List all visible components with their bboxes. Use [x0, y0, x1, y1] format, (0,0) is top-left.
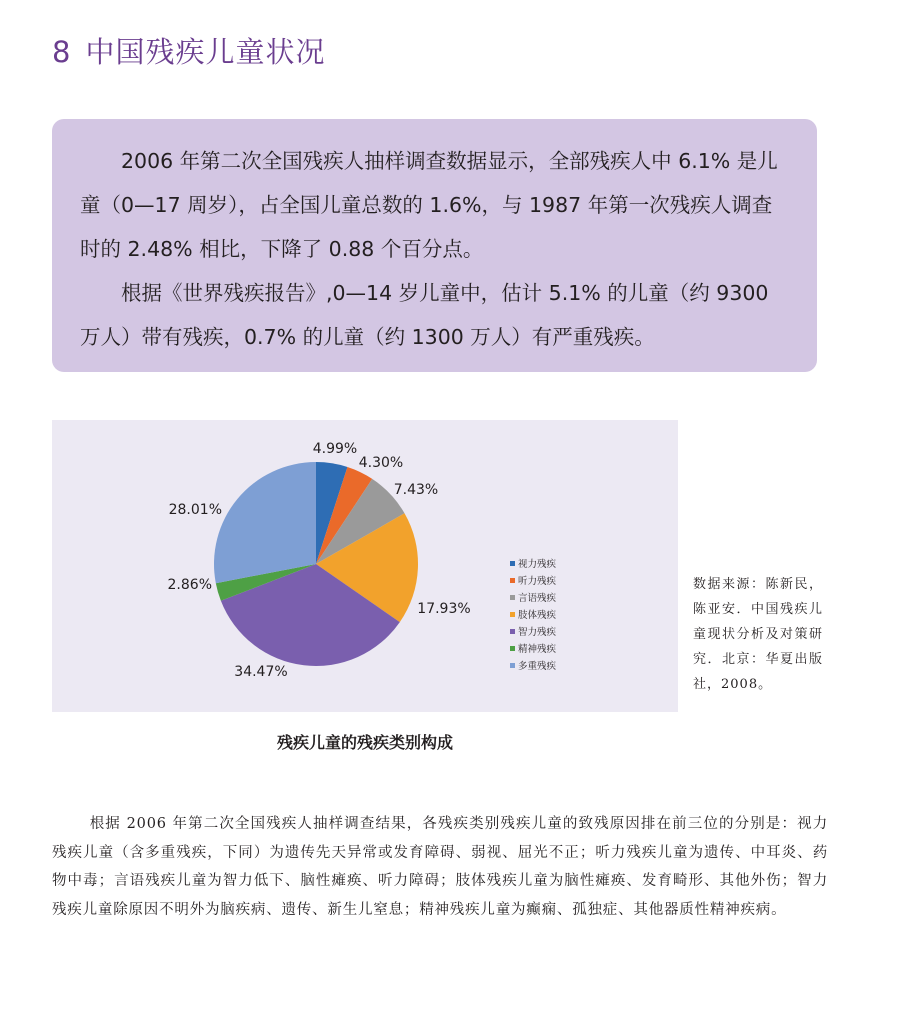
summary-paragraph-2: 根据《世界残疾报告》,0—14 岁儿童中，估计 5.1% 的儿童（约 9300 万人）带有残疾，0.7% 的儿童（约 1300 万人）有严重残疾。	[80, 281, 769, 349]
data-label-视力残疾: 4.99%	[312, 441, 358, 457]
source-note: 数据来源：陈新民，陈亚安．中国残疾儿童现状分析及对策研究．北京：华夏出版社，2008。	[693, 577, 823, 692]
legend-swatch-多重残疾	[510, 663, 515, 668]
pie-slice-多重残疾	[214, 462, 316, 583]
legend-label-肢体残疾: 肢体残疾	[518, 610, 557, 621]
legend-swatch-精神残疾	[510, 646, 515, 651]
data-label-智力残疾: 34.47%	[234, 664, 288, 680]
legend-swatch-视力残疾	[510, 561, 515, 566]
legend-label-听力残疾: 听力残疾	[518, 576, 557, 587]
data-label-肢体残疾: 17.93%	[417, 601, 471, 617]
data-label-精神残疾: 2.86%	[167, 577, 212, 593]
pie-chart-panel	[52, 420, 678, 712]
legend-label-精神残疾: 精神残疾	[518, 644, 557, 655]
page-title	[52, 30, 325, 71]
legend-swatch-言语残疾	[510, 595, 515, 600]
summary-box	[52, 119, 817, 372]
data-label-多重残疾: 28.01%	[168, 502, 222, 518]
body-paragraph: 根据 2006 年第二次全国残疾人抽样调查结果，各残疾类别残疾儿童的致残原因排在前三位的分别是：视力残疾儿童（含多重残疾，下同）为遗传先天异常或发育障碍、弱视、屈光不正；听力残疾儿童为遗传、中耳炎、药物中毒；言语残疾儿童为智力低下、脑性瘫痪、听力障碍；肢体残疾儿童为脑性瘫痪、发育畸形、其他外伤；智力残疾儿童除原因不明外为脑疾病、遗传、新生儿窒息；精神残疾儿童为癫痫、孤独症、其他器质性精神疾病。	[52, 816, 828, 918]
section-title: 中国残疾儿童状况	[85, 35, 326, 69]
legend-label-视力残疾: 视力残疾	[518, 559, 557, 570]
pie-chart	[52, 420, 678, 712]
legend-label-多重残疾: 多重残疾	[518, 661, 557, 672]
legend-label-智力残疾: 智力残疾	[518, 627, 557, 638]
legend-label-言语残疾: 言语残疾	[518, 593, 557, 604]
legend-swatch-听力残疾	[510, 578, 515, 583]
section-number: 8	[52, 35, 72, 69]
legend-swatch-肢体残疾	[510, 612, 515, 617]
legend-swatch-智力残疾	[510, 629, 515, 634]
data-label-听力残疾: 4.30%	[358, 455, 404, 471]
chart-caption: 残疾儿童的残疾类别构成	[276, 733, 453, 752]
summary-paragraph-1: 2006 年第二次全国残疾人抽样调查数据显示，全部残疾人中 6.1% 是儿童（0—17 周岁），占全国儿童总数的 1.6%，与 1987 年第一次残疾人调查时的 2.48% 相比，下降了 0.88 个百分点。	[80, 149, 778, 261]
data-label-言语残疾: 7.43%	[393, 482, 439, 498]
